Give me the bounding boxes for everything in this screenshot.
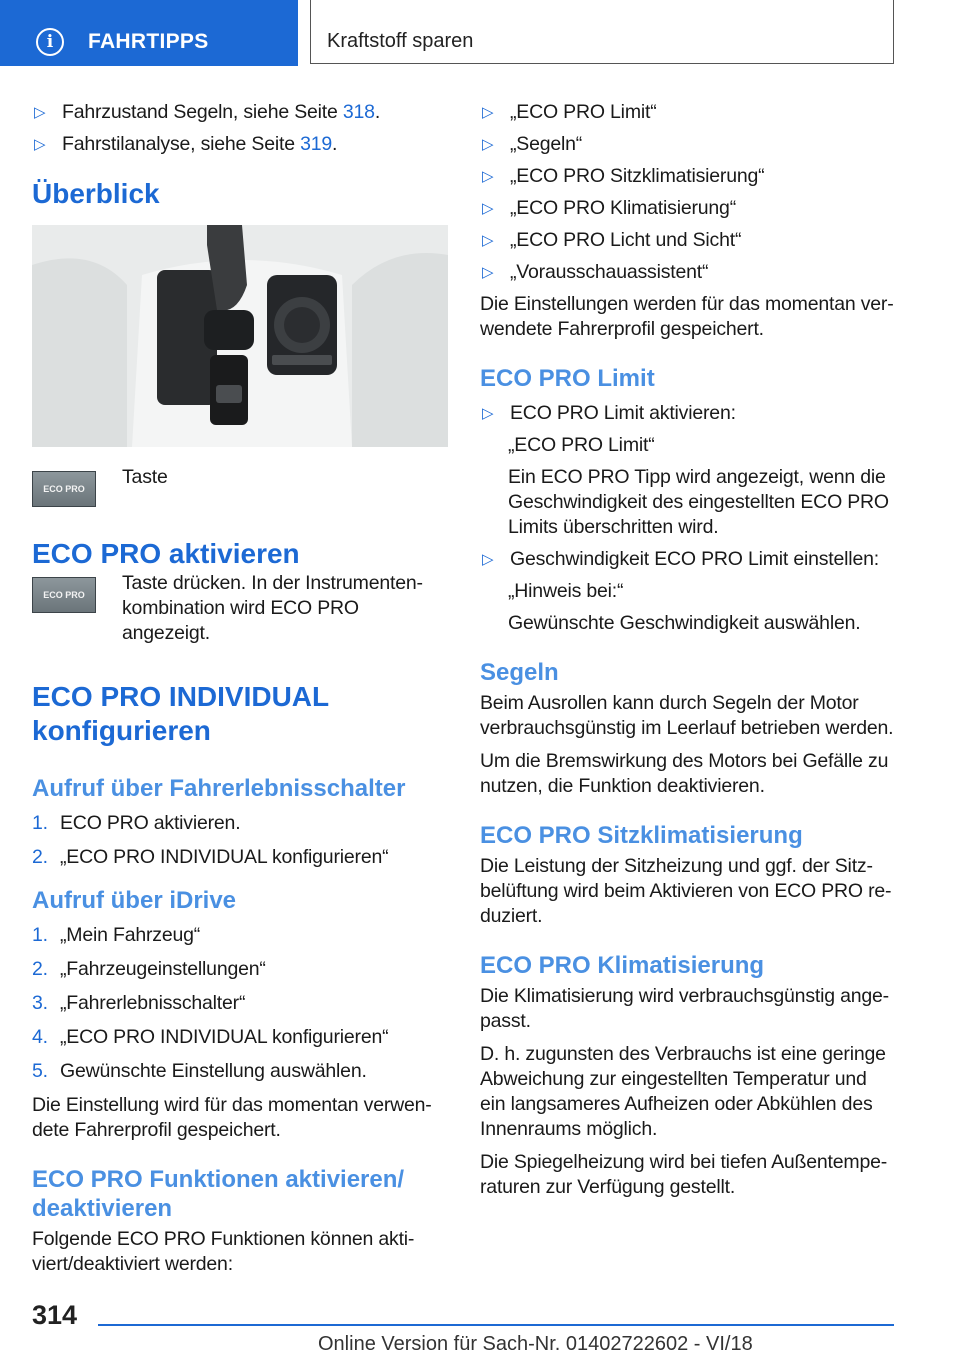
step-number: 2. (32, 846, 48, 868)
limit-heading: ECO PRO Limit (480, 365, 655, 392)
list-item (32, 811, 450, 836)
eco-pro-button-image (32, 471, 96, 507)
triangle-bullet-icon: ▷ (482, 405, 494, 422)
footer-divider (98, 1324, 894, 1326)
activate-heading: ECO PRO aktivieren (32, 538, 300, 569)
list-item (480, 401, 894, 426)
step-number: 1. (32, 924, 48, 946)
bullet-text: Fahrzustand Segeln, siehe Seite (62, 101, 343, 123)
bullet-text: Geschwindigkeit ECO PRO Limit einstellen: (510, 548, 879, 570)
console-photo (32, 225, 448, 447)
chapter-box (310, 0, 894, 64)
list-item (480, 100, 894, 125)
section-tab (0, 0, 298, 66)
step-text: „Fahrzeugeinstellungen“ (60, 958, 266, 980)
list-item (32, 845, 450, 870)
bullet-text: Fahrstilanalyse, siehe Seite (62, 133, 301, 155)
list-item: ▷ Fahrstilanalyse, siehe Seite 319. (34, 133, 338, 155)
page-number: 314 (32, 1300, 78, 1330)
list-item (480, 547, 894, 572)
function-text: „ECO PRO Sitzklimatisierung“ (510, 165, 765, 187)
list-item (480, 228, 894, 253)
segeln-text: Um die Bremswirkung des Motors bei Gefälle zu nutzen, die Funktion deaktivieren. (480, 750, 889, 797)
save-text: Die Einstellung wird für das momentan verwen-dete Fahrerprofil gespeichert. (32, 1094, 432, 1141)
list-item (480, 196, 894, 221)
klima-heading: ECO PRO Klimatisierung (480, 952, 765, 979)
chapter-title: Kraftstoff sparen (327, 30, 474, 52)
funktionen-heading: ECO PRO Funktionen aktivieren/ deaktivieren (32, 1166, 405, 1222)
function-text: „ECO PRO Klimatisierung“ (510, 197, 737, 219)
triangle-bullet-icon: ▷ (482, 551, 494, 568)
eco-pro-button-text: ECO PRO (43, 484, 85, 494)
function-text: „ECO PRO Licht und Sicht“ (510, 229, 742, 251)
left-column (32, 100, 450, 1285)
function-text: „Vorausschauassistent“ (510, 261, 709, 283)
sub-text: Ein ECO PRO Tipp wird angezeigt, wenn die Geschwindigkeit des eingestellten ECO PRO Limits überschritten wird. (508, 466, 889, 538)
sitz-heading: ECO PRO Sitzklimatisierung (480, 822, 803, 849)
fahrerlebnis-heading: Aufruf über Fahrerlebnisschalter (32, 775, 406, 802)
klima-text: D. h. zugunsten des Verbrauchs ist eine geringe Abweichung zur eingestellten Temperatur und ein langsameres Aufheizen oder Abkühlen des Innenraums möglich. (480, 1043, 886, 1140)
step-number: 1. (32, 812, 48, 834)
eco-pro-button-image (32, 577, 96, 613)
sitz-text: Die Leistung der Sitzheizung und ggf. der Sitz-belüftung wird beim Aktivieren von ECO PRO re-duziert. (480, 855, 892, 927)
step-number: 2. (32, 958, 48, 980)
function-text: „ECO PRO Limit“ (510, 101, 657, 123)
triangle-bullet-icon: ▷ (482, 104, 494, 121)
page-header (0, 0, 960, 66)
step-text: „Mein Fahrzeug“ (60, 924, 201, 946)
triangle-bullet-icon: ▷ (482, 264, 494, 281)
list-item (32, 991, 450, 1016)
funktionen-text: Folgende ECO PRO Funktionen können akti-viert/deaktiviert werden: (32, 1228, 415, 1275)
triangle-bullet-icon: ▷ (34, 104, 46, 121)
overview-heading: Überblick (32, 178, 160, 209)
activate-text: Taste drücken. In der Instrumenten-kombination wird ECO PRO angezeigt. (122, 572, 423, 644)
section-label: FAHRTIPPS (88, 30, 209, 53)
idrive-heading: Aufruf über iDrive (32, 887, 237, 914)
info-icon: i (36, 28, 64, 56)
segeln-text: Beim Ausrollen kann durch Segeln der Motor verbrauchsgünstig im Leerlauf betrieben werden. (480, 692, 894, 739)
step-number: 5. (32, 1060, 48, 1082)
step-text: „Fahrerlebnisschalter“ (60, 992, 246, 1014)
step-text: Gewünschte Einstellung auswählen. (60, 1060, 367, 1082)
list-item (32, 957, 450, 982)
function-text: „Segeln“ (510, 133, 583, 155)
list-item (480, 132, 894, 157)
eco-pro-button-text: ECO PRO (43, 590, 85, 600)
klima-text: Die Klimatisierung wird verbrauchsgünstig ange-passt. (480, 985, 889, 1032)
page-link[interactable]: 318 (342, 101, 375, 123)
triangle-bullet-icon: ▷ (482, 168, 494, 185)
profile-text: Die Einstellungen werden für das momentan ver-wendete Fahrerprofil gespeichert. (480, 293, 894, 340)
list-item (480, 260, 894, 285)
step-text: „ECO PRO INDIVIDUAL konfigurieren“ (60, 1026, 389, 1048)
list-item (32, 923, 450, 948)
taste-caption: Taste (122, 466, 168, 488)
klima-text: Die Spiegelheizung wird bei tiefen Außentempe-raturen zur Verfügung gestellt. (480, 1151, 888, 1198)
sub-text: „Hinweis bei:“ (508, 580, 624, 602)
list-item: ▷ Fahrzustand Segeln, siehe Seite 318. (34, 101, 381, 123)
step-number: 3. (32, 992, 48, 1014)
step-text: „ECO PRO INDIVIDUAL konfigurieren“ (60, 846, 389, 868)
triangle-bullet-icon: ▷ (482, 136, 494, 153)
list-item (32, 1025, 450, 1050)
footer-note: Online Version für Sach-Nr. 01402722602 - VI/18 (318, 1333, 753, 1355)
segeln-heading: Segeln (480, 659, 559, 686)
list-item (32, 1059, 450, 1084)
individual-heading: ECO PRO INDIVIDUAL konfigurieren (32, 681, 329, 746)
triangle-bullet-icon: ▷ (34, 136, 46, 153)
list-item (480, 164, 894, 189)
center-console-illustration (32, 225, 448, 447)
right-column (480, 100, 894, 1208)
triangle-bullet-icon: ▷ (482, 232, 494, 249)
step-number: 4. (32, 1026, 48, 1048)
bullet-text: ECO PRO Limit aktivieren: (510, 402, 736, 424)
sub-text: Gewünschte Geschwindigkeit auswählen. (508, 612, 861, 634)
page-link[interactable]: 319 (300, 133, 333, 155)
step-text: ECO PRO aktivieren. (60, 812, 241, 834)
triangle-bullet-icon: ▷ (482, 200, 494, 217)
sub-text: „ECO PRO Limit“ (508, 434, 655, 456)
